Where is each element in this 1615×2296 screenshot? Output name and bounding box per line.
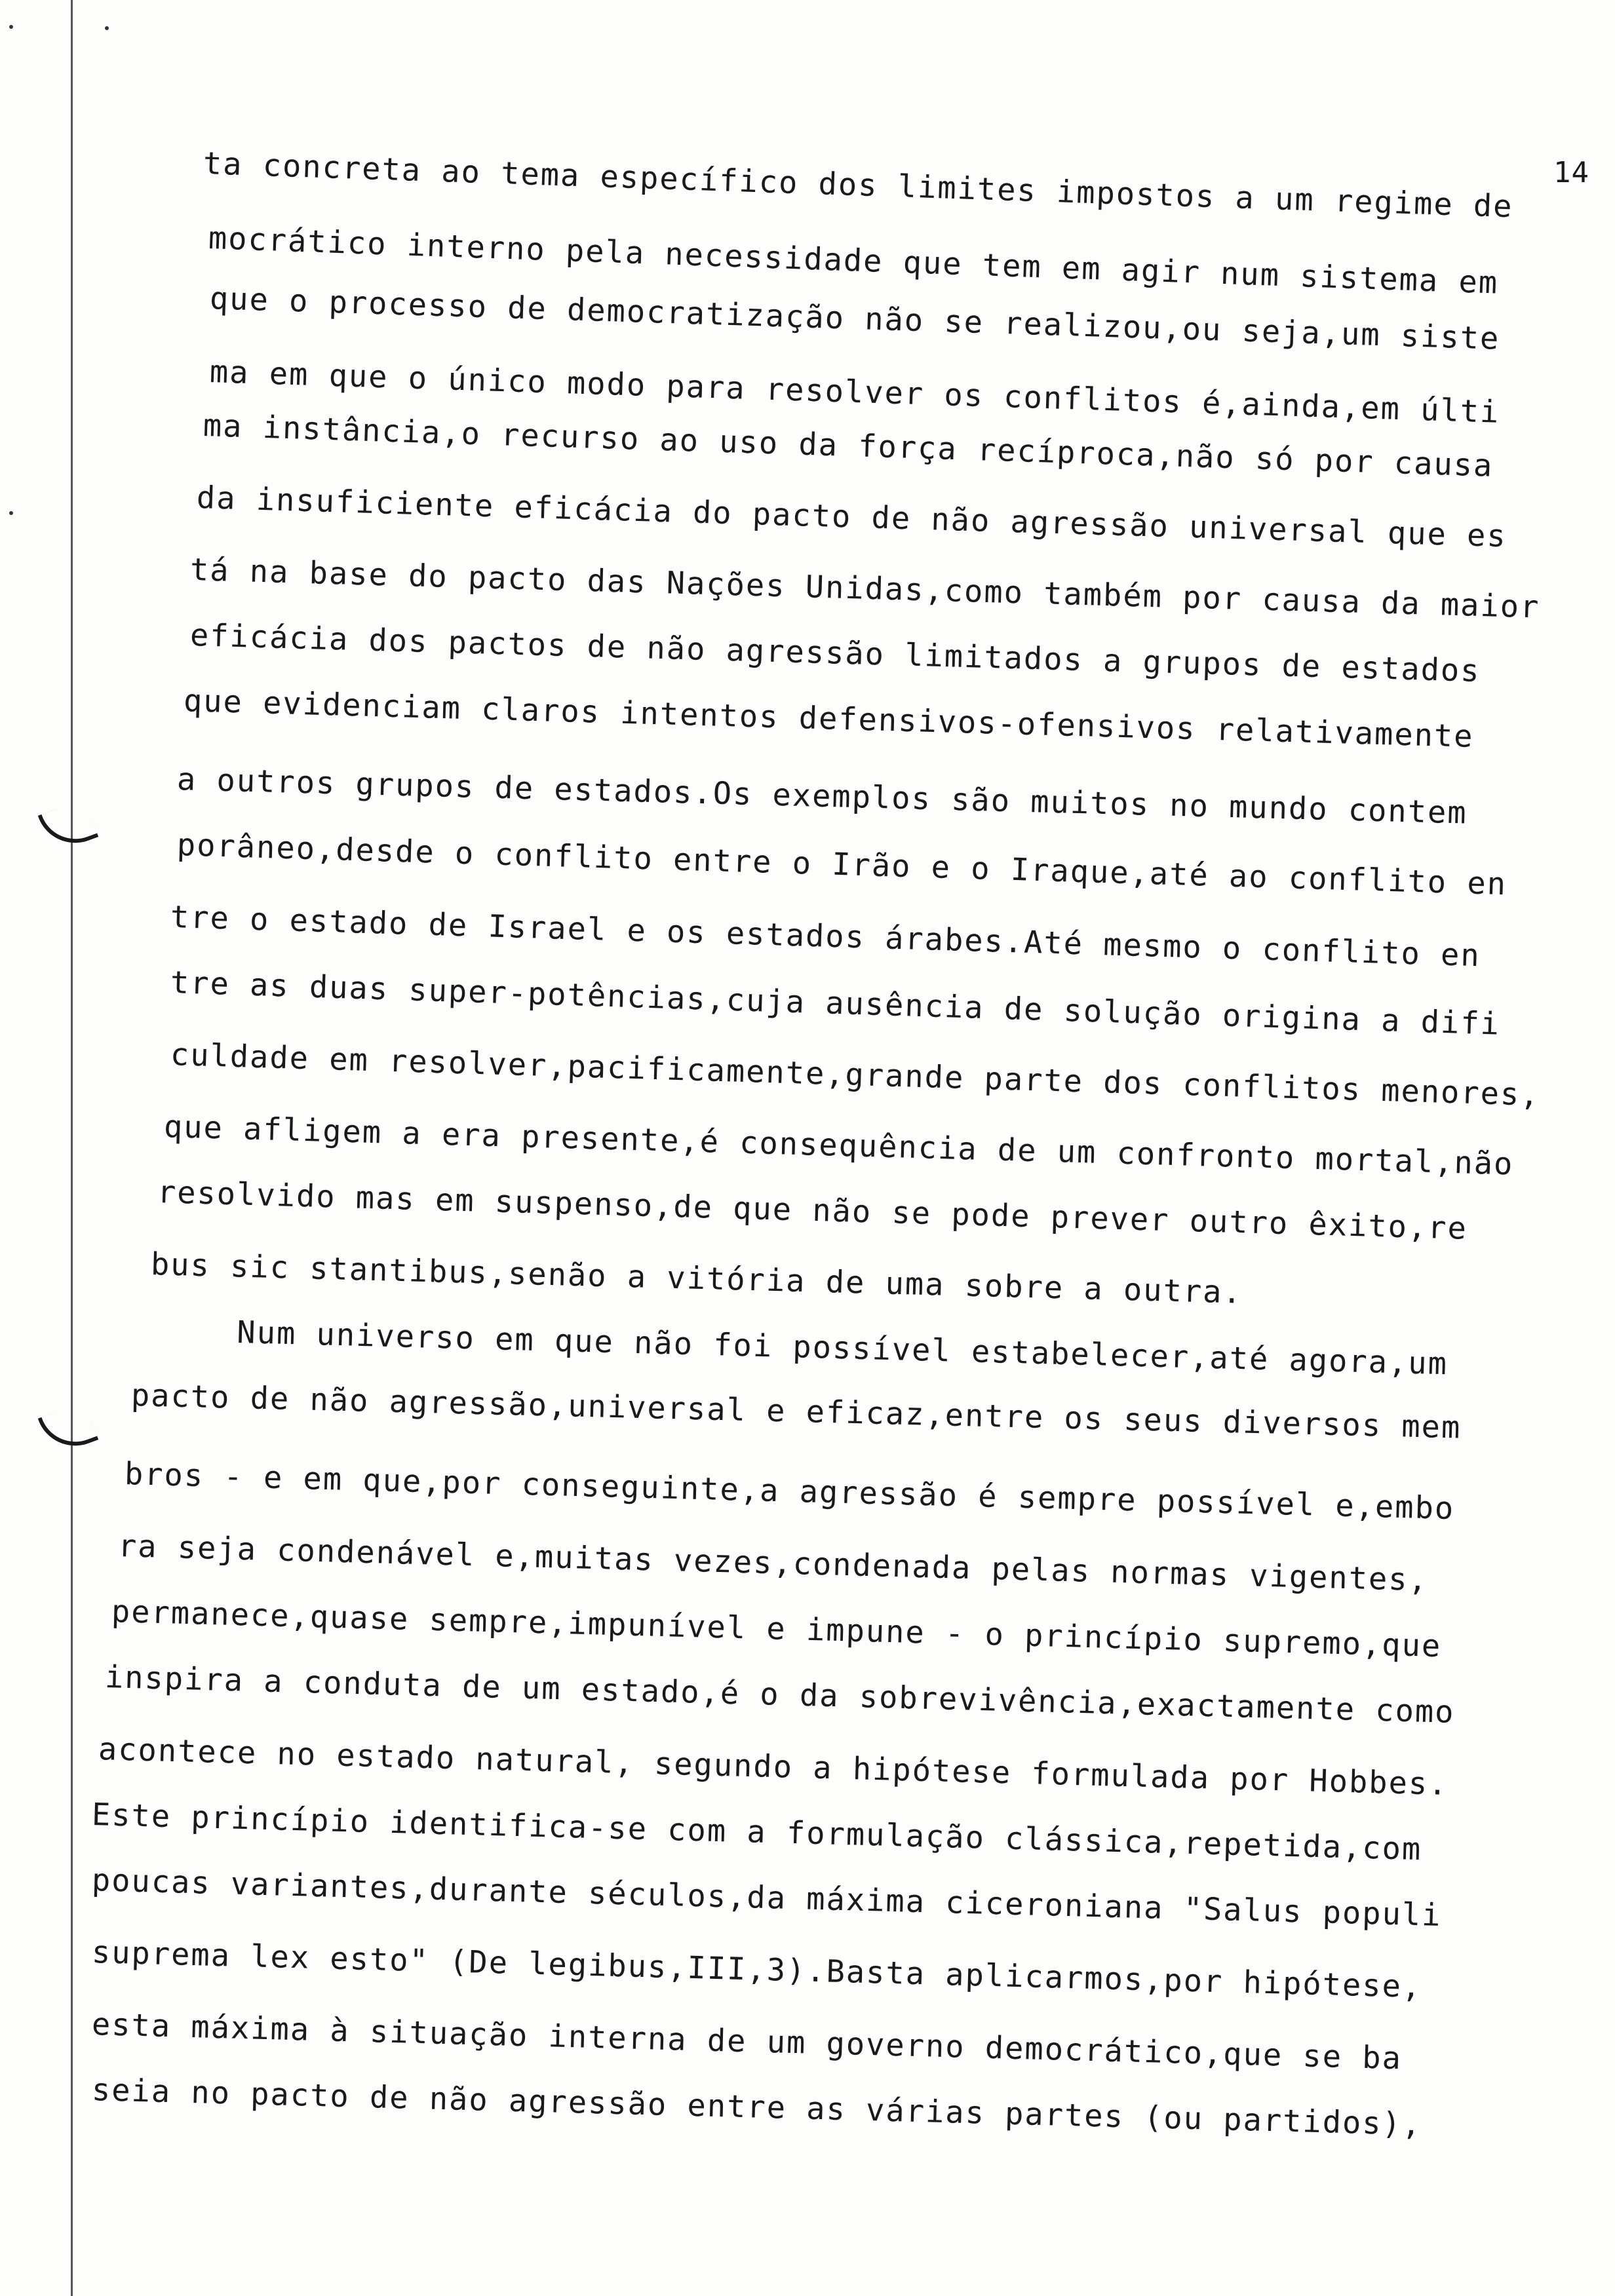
text-line: ra seja condenável e,muitas vezes,condenada pelas normas vigentes, (117, 1528, 1429, 1599)
text-line: esta máxima à situação interna de um governo democrático,que se ba (91, 2006, 1403, 2077)
text-line: tre o estado de Israel e os estados árabes.Até mesmo o conflito en (170, 899, 1481, 974)
text-line: que evidenciam claros intentos defensivos-ofensivos relativamente (183, 683, 1475, 755)
text-line: da insuficiente eficácia do pacto de não agressão universal que es (196, 480, 1508, 555)
text-line: mocrático interno pela necessidade que tem em agir num sistema em (208, 220, 1500, 301)
text-line: a outros grupos de estados.Os exemplos são muitos no mundo contem (176, 761, 1468, 832)
text-line: porâneo,desde o conflito entre o Irão e o Iraque,até ao conflito en (176, 827, 1508, 903)
text-line: resolvido mas em suspenso,de que não se pode prever outro êxito,re (157, 1174, 1468, 1247)
text-line: Num universo em que não foi possível estabelecer,até agora,um (137, 1312, 1449, 1383)
text-line: seia no pacto de não agressão entre as várias partes (ou partidos), (91, 2072, 1422, 2143)
text-line: bus sic stantibus,senão a vitória de uma sobre a outra. (150, 1246, 1243, 1311)
binding-margin-rule (71, 0, 73, 2296)
text-line: poucas variantes,durante séculos,da máxima ciceroniana "Salus populi (91, 1862, 1443, 1934)
text-line: que o processo de democratização não se realizou,ou seja,um siste (209, 280, 1501, 357)
text-line: Este princípio identifica-se com a formulação clássica,repetida,com (91, 1797, 1422, 1868)
text-line: tá na base do pacto das Nações Unidas,como também por causa da maior (189, 552, 1541, 626)
text-line: eficácia dos pactos de não agressão limitados a grupos de estados (189, 617, 1481, 689)
text-line: inspira a conduta de um estado,é o da sobrevivência,exactamente como (104, 1659, 1456, 1731)
text-line: tre as duas super-potências,cuja ausência de solução origina a difi (170, 965, 1501, 1043)
punch-hole-mark (38, 1402, 99, 1457)
text-line: bros - e em que,por conseguinte,a agressão é sempre possível e,embo (124, 1456, 1455, 1527)
text-line: ma instância,o recurso ao uso da força recíproca,não só por causa (203, 408, 1494, 484)
scan-speck (105, 26, 109, 30)
page-number: 14 (1553, 156, 1589, 189)
punch-hole-mark (38, 799, 99, 854)
text-line: ma em que o único modo para resolver os conflitos é,ainda,em últi (209, 354, 1501, 430)
text-line: acontece no estado natural, segundo a hipótese formulada por Hobbes. (98, 1731, 1449, 1803)
text-line: culdade em resolver,pacificamente,grande parte dos conflitos menores, (170, 1037, 1541, 1114)
text-line: suprema lex esto" (De legibus,III,3).Basta aplicarmos,por hipótese, (91, 1934, 1422, 2006)
text-line: permanece,quase sempre,impunível e impune - o princípio supremo,que (111, 1594, 1442, 1665)
text-line: que afligem a era presente,é consequência de um confronto mortal,não (163, 1109, 1515, 1183)
text-line: pacto de não agressão,universal e eficaz,entre os seus diversos mem (130, 1377, 1462, 1446)
scan-speck (9, 511, 13, 515)
text-line: ta concreta ao tema específico dos limites impostos a um regime de (203, 145, 1514, 225)
scan-speck (9, 25, 13, 29)
